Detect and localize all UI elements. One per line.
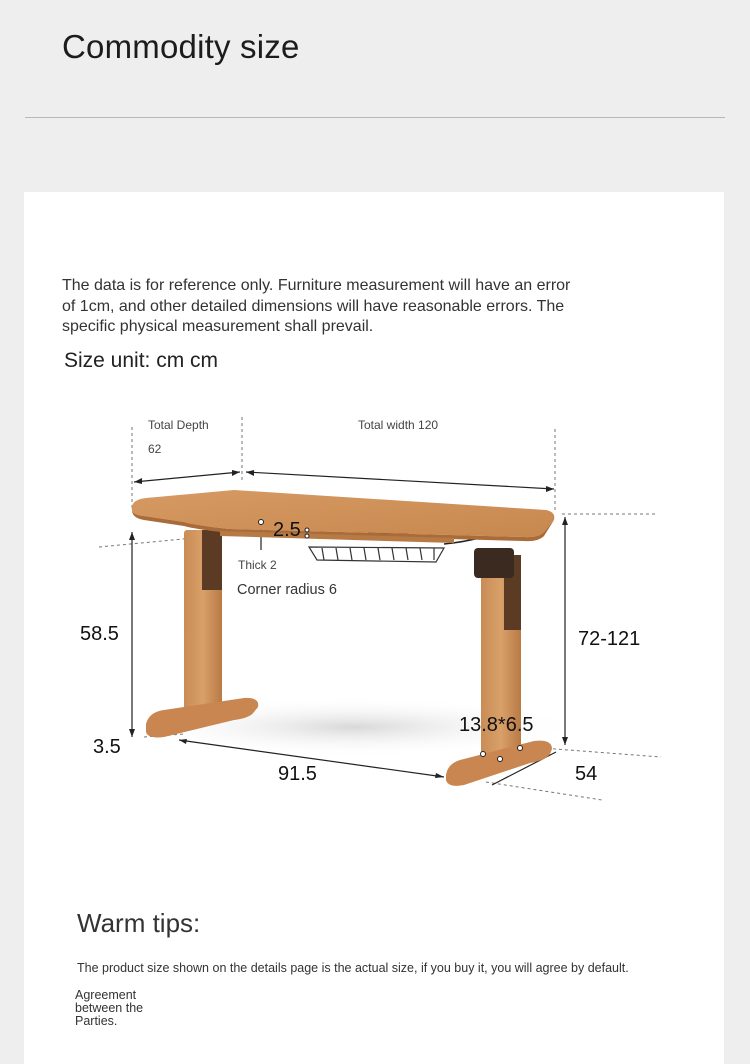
warm-tips-text: The product size shown on the details page is the actual size, if you buy it, you will agree by default. <box>77 961 629 975</box>
top-thickness-value: 2.5 <box>273 519 301 541</box>
total-depth-value: 62 <box>148 442 162 456</box>
desk-dimension-diagram <box>24 192 724 892</box>
total-depth-label: Total Depth <box>148 418 209 432</box>
content-card <box>24 192 724 1064</box>
cable-tray <box>309 547 444 562</box>
corner-radius-label: Corner radius 6 <box>237 582 337 598</box>
page-title: Commodity size <box>62 28 300 65</box>
base-width-value: 91.5 <box>278 763 317 785</box>
leg-height-value: 58.5 <box>80 623 119 645</box>
thick-label: Thick 2 <box>238 558 277 572</box>
warm-tips-title: Warm tips: <box>77 908 201 938</box>
base-depth-value: 54 <box>575 763 598 785</box>
total-width-label: Total width 120 <box>358 418 439 432</box>
disclaimer-text: The data is for reference only. Furniture measurement will have an error of 1cm, and other detailed dimensions will have reasonable errors. The specific physical measurement shall prevail. <box>62 277 571 335</box>
foot-height-value: 3.5 <box>93 736 121 758</box>
title-divider <box>25 117 725 118</box>
agreement-text: Agreement between the Parties. <box>75 988 144 1028</box>
leg-section-value: 13.8*6.5 <box>459 714 534 736</box>
height-range-value: 72-121 <box>578 628 641 650</box>
size-unit-label: Size unit: cm cm <box>64 349 219 372</box>
